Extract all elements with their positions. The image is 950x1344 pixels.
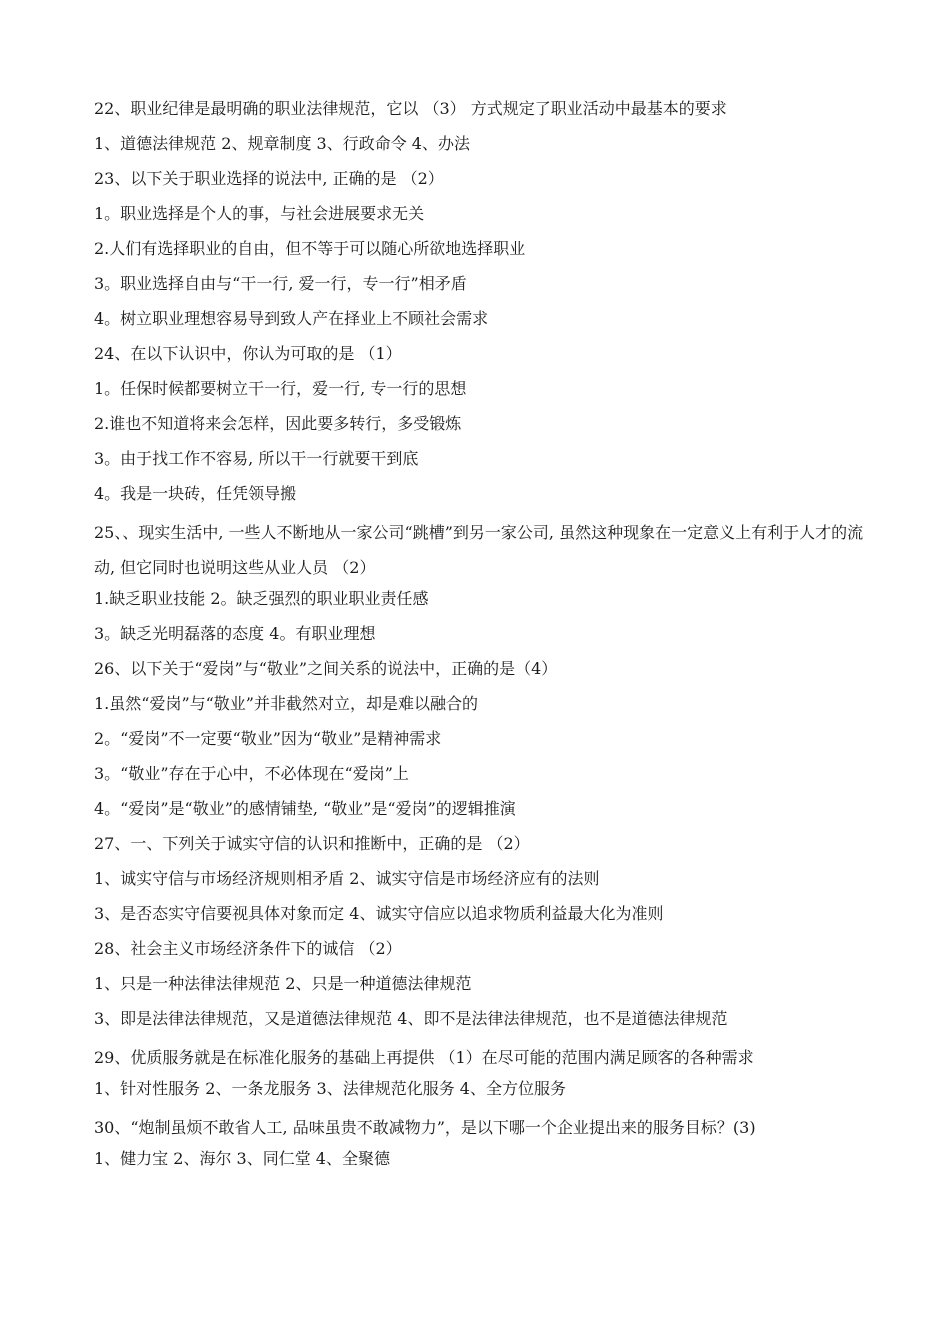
question-22: 22、职业纪律是最明确的职业法律规范，它以 （3） 方式规定了职业活动中最基本的要求 — [94, 99, 727, 118]
options-27-a: 1、诚实守信与市场经济规则相矛盾 2、诚实守信是市场经济应有的法则 — [94, 869, 600, 888]
question-25: 25、、现实生活中, 一些人不断地从一家公司“跳槽”到另一家公司, 虽然这种现象在一定意义上有利于人才的流动, 但它同时也说明这些从业人员 （2） — [94, 523, 864, 577]
option-26-2: 2。“爱岗”不一定要“敬业”因为“敬业”是精神需求 — [94, 729, 442, 748]
options-25-b: 3。缺乏光明磊落的态度 4。有职业理想 — [94, 624, 376, 643]
options-29: 1、针对性服务 2、一条龙服务 3、法律规范化服务 4、全方位服务 — [94, 1079, 566, 1098]
option-23-3: 3。职业选择自由与“干一行, 爱一行，专一行”相矛盾 — [94, 274, 467, 293]
document-page — [94, 95, 864, 1180]
question-27: 27、一、下列关于诚实守信的认识和推断中，正确的是 （2） — [94, 834, 530, 853]
question-29: 29、优质服务就是在标准化服务的基础上再提供 （1）在尽可能的范围内满足顾客的各种需求 — [94, 1048, 754, 1067]
question-28: 28、社会主义市场经济条件下的诚信 （2） — [94, 939, 402, 958]
options-25-a: 1.缺乏职业技能 2。缺乏强烈的职业职业责任感 — [94, 589, 429, 608]
option-23-2: 2.人们有选择职业的自由，但不等于可以随心所欲地选择职业 — [94, 239, 526, 258]
options-30: 1、健力宝 2、海尔 3、同仁堂 4、全聚德 — [94, 1149, 390, 1168]
option-24-1: 1。任保时候都要树立干一行，爱一行, 专一行的思想 — [94, 379, 467, 398]
option-24-3: 3。由于找工作不容易, 所以干一行就要干到底 — [94, 449, 419, 468]
option-26-4: 4。“爱岗”是“敬业”的感情铺垫, “敬业”是“爱岗”的逻辑推演 — [94, 799, 516, 818]
question-24: 24、在以下认识中，你认为可取的是 （1） — [94, 344, 402, 363]
option-26-1: 1.虽然“爱岗”与“敬业”并非截然对立，却是难以融合的 — [94, 694, 478, 713]
option-24-2: 2.谁也不知道将来会怎样，因此要多转行，多受锻炼 — [94, 414, 462, 433]
options-27-b: 3、是否态实守信要视具体对象而定 4、诚实守信应以追求物质利益最大化为准则 — [94, 904, 664, 923]
option-24-4: 4。我是一块砖，任凭领导搬 — [94, 484, 297, 503]
options-22: 1、道德法律规范 2、规章制度 3、行政命令 4、办法 — [94, 134, 470, 153]
option-23-4: 4。树立职业理想容易导到致人产在择业上不顾社会需求 — [94, 309, 489, 328]
option-26-3: 3。“敬业”存在于心中，不必体现在“爱岗”上 — [94, 764, 409, 783]
question-30: 30、“炮制虽烦不敢省人工, 品味虽贵不敢减物力”，是以下哪一个企业提出来的服务目标？(3) — [94, 1118, 756, 1137]
option-23-1: 1。职业选择是个人的事，与社会进展要求无关 — [94, 204, 425, 223]
question-23: 23、以下关于职业选择的说法中, 正确的是 （2） — [94, 169, 444, 188]
question-26: 26、以下关于“爱岗”与“敬业”之间关系的说法中，正确的是（4） — [94, 659, 558, 678]
options-28-b: 3、即是法律法律规范，又是道德法律规范 4、即不是法律法律规范，也不是道德法律规范 — [94, 1009, 728, 1028]
options-28-a: 1、只是一种法律法律规范 2、只是一种道德法律规范 — [94, 974, 472, 993]
